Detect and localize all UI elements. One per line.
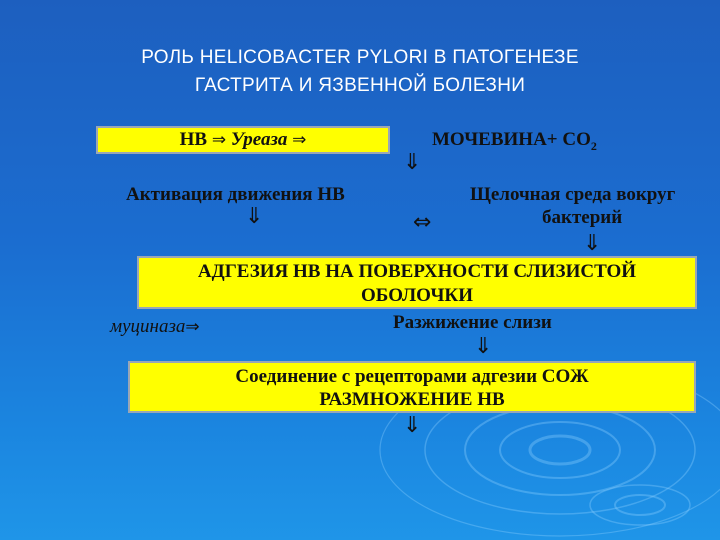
arrow-down-icon: ⇓ <box>474 334 493 359</box>
arrow-right-icon: ⇒ <box>185 317 200 337</box>
arrow-down-icon: ⇓ <box>403 413 422 438</box>
mucus-liquefaction-label: Разжижение слизи <box>393 312 552 333</box>
activation-label: Активация движения НВ <box>126 184 345 205</box>
arrow-right-icon: ⇒ <box>211 130 227 150</box>
slide-title <box>40 44 680 100</box>
arrow-both-icon: ⇔ <box>413 210 432 235</box>
adhesion-line-1: АДГЕЗИЯ НВ НА ПОВЕРХНОСТИ СЛИЗИСТОЙ <box>197 261 637 282</box>
adhesion-line-2: ОБОЛОЧКИ <box>360 285 473 306</box>
arrow-down-icon: ⇓ <box>403 150 422 175</box>
receptor-line-1: Соединение с рецепторами адгезии СОЖ <box>235 366 589 387</box>
urea-co2-label <box>432 129 597 157</box>
title-line-2: ГАСТРИТА И ЯЗВЕННОЙ БОЛЕЗНИ <box>194 75 526 96</box>
urea-co2-text: МОЧЕВИНА+ СО <box>432 129 591 150</box>
co2-subscript: 2 <box>590 138 597 153</box>
alkaline-line-1: Щелочная среда вокруг <box>470 184 676 205</box>
arrow-right-icon: ⇒ <box>292 130 307 150</box>
alkaline-line-2: бактерий <box>542 207 623 228</box>
arrow-down-icon: ⇓ <box>245 204 264 229</box>
hb-label: НВ <box>179 129 208 150</box>
hb-urease-box <box>96 126 390 154</box>
receptor-line-2: РАЗМНОЖЕНИЕ НВ <box>319 389 505 410</box>
mucinase-text: муциназа <box>110 316 186 337</box>
arrow-down-icon: ⇓ <box>583 231 602 256</box>
title-line-1: РОЛЬ HELICOBACTER PYLORI В ПАТОГЕНЕЗЕ <box>141 47 579 68</box>
mucinase-label <box>110 316 200 338</box>
adhesion-box <box>137 256 697 309</box>
receptor-adhesion-box <box>128 361 696 413</box>
urease-label: Уреаза <box>230 129 288 150</box>
